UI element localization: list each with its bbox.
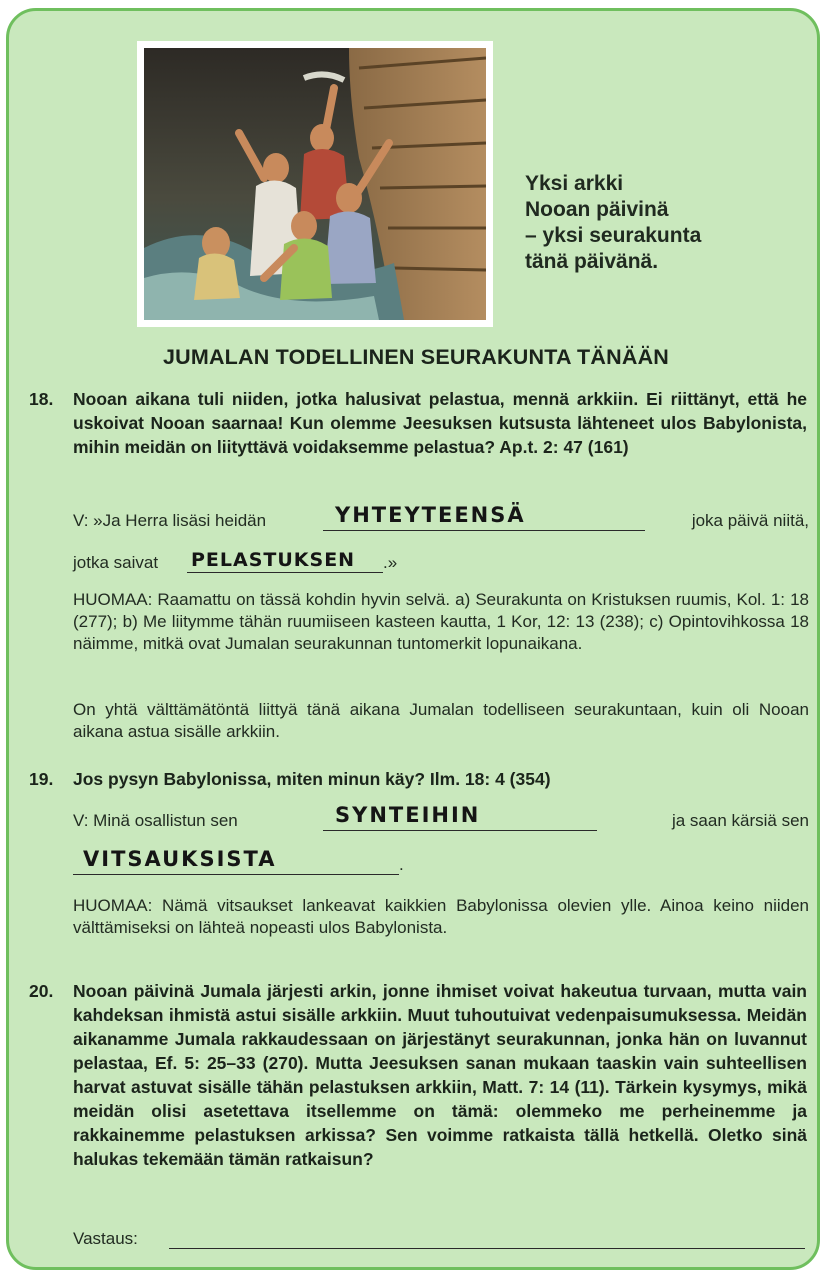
noah-ark-illustration — [144, 48, 486, 320]
question-number: 20. — [29, 981, 54, 1001]
extra-paragraph-18: On yhtä välttämätöntä liittyä tänä aikana Jumalan todelliseen seurakuntaan, kuin oli Nooan aikana astua sisälle arkkiin. — [73, 700, 809, 741]
handwritten-answer: YHTEYTEENSÄ — [335, 503, 526, 527]
question-text: Jos pysyn Babylonissa, miten minun käy? Ilm. 18: 4 (354) — [73, 769, 551, 789]
caption-line: Yksi arkki — [525, 172, 624, 195]
answer-19-line-2 — [73, 845, 809, 879]
answer-end: . — [399, 855, 404, 874]
answer-18-line-2 — [73, 543, 809, 577]
answer-prefix: V: »Ja Herra lisäsi heidän — [73, 511, 267, 530]
section-heading: JUMALAN TODELLINEN SEURAKUNTA TÄNÄÄN — [162, 345, 670, 369]
question-text: Nooan aikana tuli niiden, jotka halusivat pelastua, mennä arkkiin. Ei riittänyt, että he uskoivat Nooan saarnaa! Kun olemme Jeesuksen kutsusta lähteneet ulos Babylonista, mihin meidän on liityttävä voidaksemme pelastua? Ap.t. 2: 47 (161) — [73, 389, 807, 457]
answer-blank[interactable] — [169, 1218, 805, 1249]
illustration-frame — [137, 41, 493, 327]
question-18 — [29, 387, 807, 459]
illustration-caption — [525, 171, 765, 275]
question-number: 18. — [29, 389, 54, 409]
note-19: HUOMAA: Nämä vitsaukset lankeavat kaikkien Babylonissa olevien ylle. Ainoa keino niiden välttämiseksi on lähteä nopeasti ulos Babylonista. — [73, 896, 809, 937]
answer-end: .» — [383, 553, 398, 572]
note-18: HUOMAA: Raamattu on tässä kohdin hyvin selvä. a) Seurakunta on Kristuksen ruumis, Kol. 1: 18 (277); b) Me liitymme tähän ruumiiseen kasteen kautta, 1 Kor, 12: 13 (238); c) Opintovihkossa 18 näimme, mitkä ovat Jumalan seurakunnan tuntomerkit lopunaikana. — [73, 590, 809, 653]
question-number: 19. — [29, 769, 54, 789]
question-text: Nooan päivinä Jumala järjesti arkin, jonne ihmiset voivat hakeutua turvaan, mutta vain kahdeksan ihmistä astui sisälle arkkiin. Muut tuhoutuivat vedenpaisumuksessa. Meidän aikanamme Jumala rakkaudessaan on järjestänyt seurakunnan, jonka hän on luvannut pelastaa, Ef. 5: 25–33 (270). Mutta Jeesuksen sanan mukaan taaskin vain suhteellisen harvat astuvat sisälle tähän pelastuksen arkkiin, Matt. 7: 14 (11). Tärkein kysymys, mikä meidän olisi asetettava itsellemme on tämä: olemmeko me perheinemme ja rakkainemme pelastuksen arkissa? Sen voimme ratkaista tällä hetkellä. Oletko sinä halukas tekemään tämän ratkaisun? — [73, 981, 807, 1169]
caption-line: tänä päivänä. — [525, 250, 659, 273]
answer-prefix: jotka saivat — [73, 553, 159, 572]
answer-prefix: V: Minä osallistun sen — [73, 811, 238, 830]
answer-18-line-1 — [73, 501, 809, 535]
caption-line: Nooan päivinä — [525, 198, 669, 221]
handwritten-answer: PELASTUKSEN — [191, 549, 356, 571]
question-20 — [29, 979, 807, 1171]
lesson-page — [6, 8, 820, 1270]
answer-continuation: ja saan kärsiä sen — [671, 811, 809, 830]
answer-continuation: joka päivä niitä, — [691, 511, 809, 530]
caption-line: – yksi seurakunta — [525, 224, 702, 247]
question-19 — [29, 767, 807, 791]
answer-19-line-1 — [73, 801, 809, 835]
answer-20-line — [73, 1219, 809, 1253]
handwritten-answer: SYNTEIHIN — [335, 803, 481, 827]
handwritten-answer: VITSAUKSISTA — [83, 847, 277, 871]
answer-label: Vastaus: — [73, 1229, 138, 1248]
